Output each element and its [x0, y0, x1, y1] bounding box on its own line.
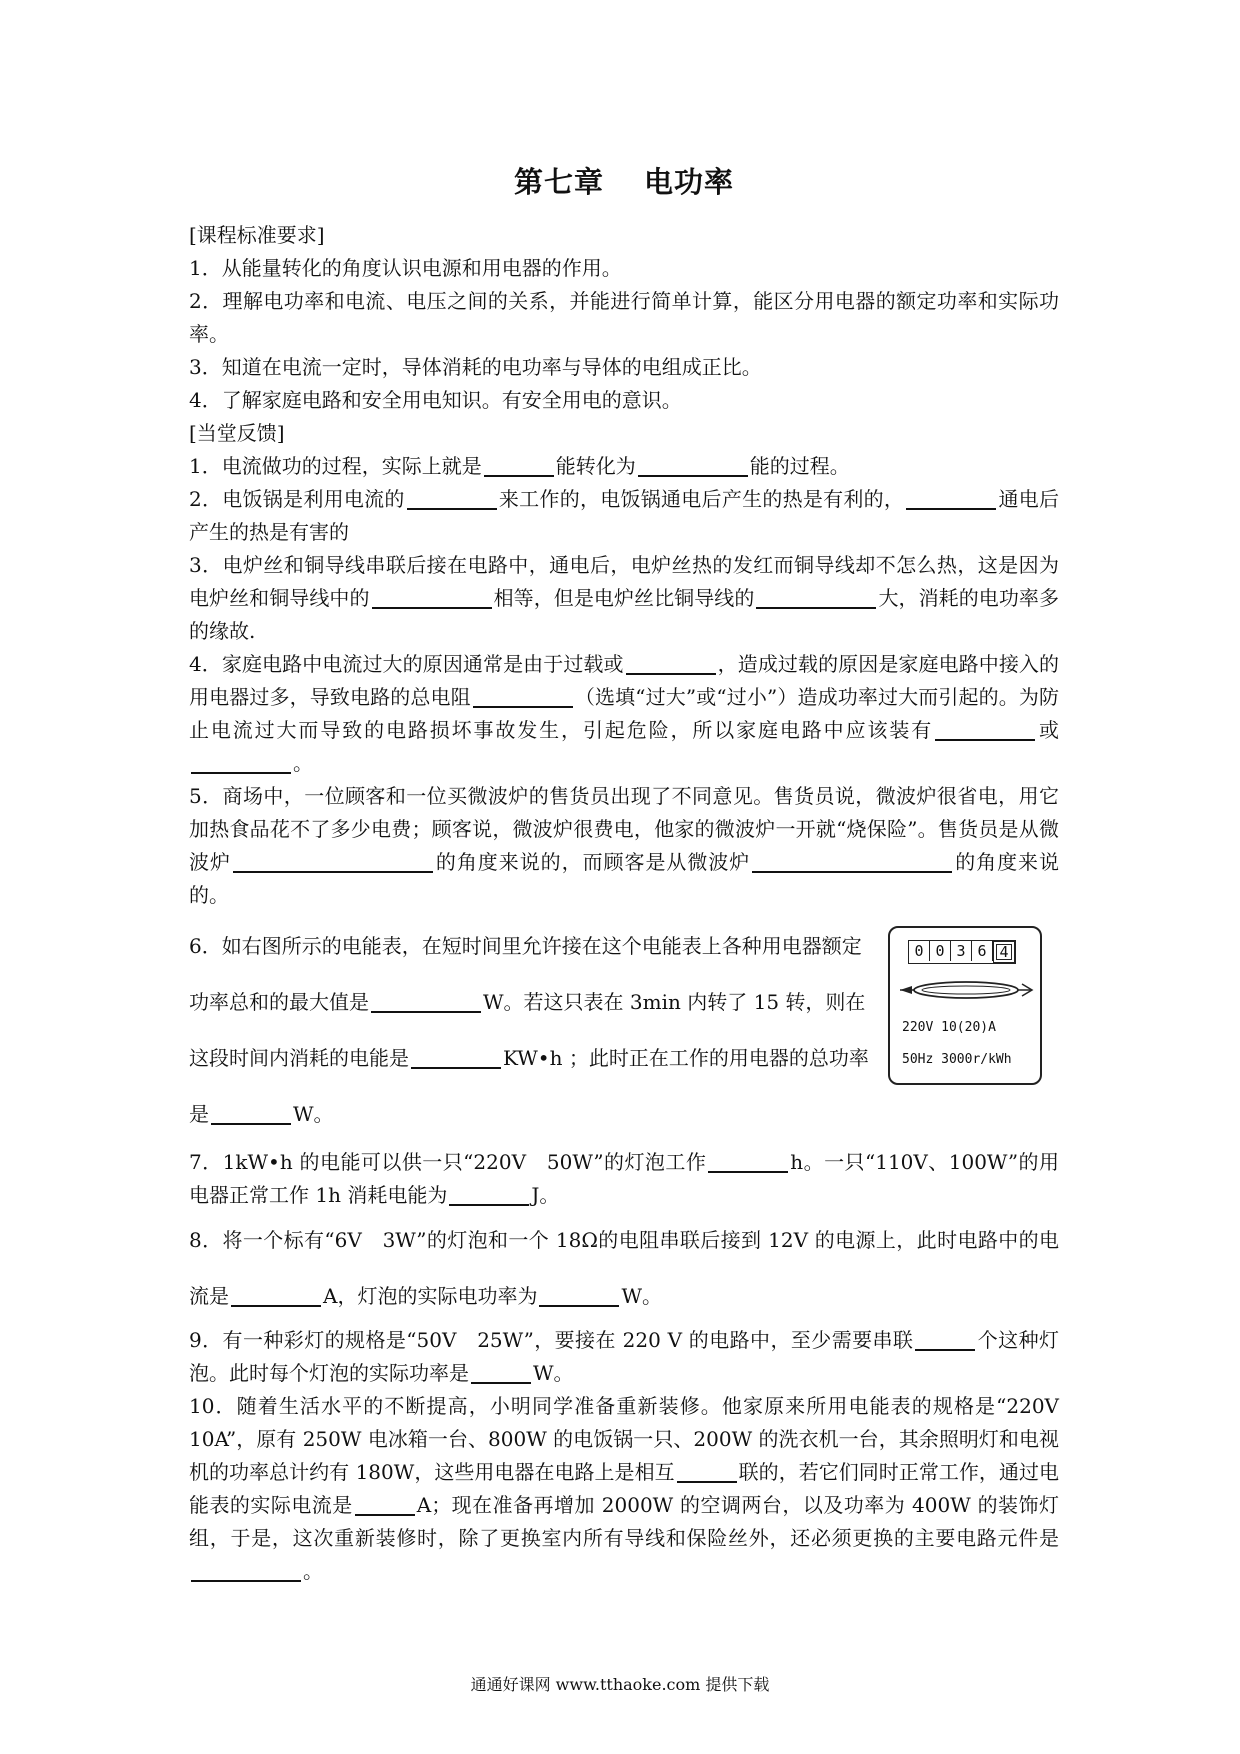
answer-blank[interactable] [915, 1327, 975, 1351]
meter-digit: 6 [972, 941, 993, 961]
answer-blank[interactable] [752, 849, 952, 873]
answer-blank[interactable] [407, 486, 497, 510]
electric-meter-figure [888, 926, 1042, 1085]
meter-digit-decimal: 4 [993, 941, 1015, 963]
meter-spec-1: 220V 10(20)A [902, 1020, 996, 1035]
answer-blank[interactable] [191, 1558, 301, 1582]
standard-item-2: 2．理解电功率和电流、电压之间的关系，并能进行简单计算，能区分用电器的额定功率和实际功率。 [189, 289, 1059, 346]
question-4: 4．家庭电路中电流过大的原因通常是由于过载或 ，造成过载的原因是家庭电路中接入的用电器过多，导致电路的总电阻 （选填“过大”或“过小”）造成功率过大而引起的。为防止电流过大而导致的电路损坏事故发生，引起危险，所以家庭电路中应该装有 或。 [189, 652, 1060, 775]
question-2: 2．电饭锅是利用电流的 来工作的，电饭锅通电后产生的热是有利的， 通电后产生的热是有害的 [189, 487, 1059, 544]
answer-blank[interactable] [473, 684, 573, 708]
chapter-title: 第七章 电功率 [513, 165, 735, 199]
question-6: 6．如右图所示的电能表，在短时间里允许接在这个电能表上各种用电器额定功率总和的最大值是 W。若这只表在 3min 内转了 15 转，则在这段时间内消耗的电能是 KW•h ；此时正在工作的用电器的总功率是 W。 0 0 3 6 4 220V 10(20)A 50Hz 3000r/kWh [189, 918, 1059, 1142]
answer-blank[interactable] [355, 1492, 415, 1516]
answer-blank[interactable] [449, 1182, 529, 1206]
question-10: 10．随着生活水平的不断提高，小明同学准备重新装修。他家原来所用电能表的规格是“220V 10A”，原有 250W 电冰箱一台、800W 的电饭锅一只、200W 的洗衣机一台，其余照明灯和电视机的功率总计约有 180W，这些用电器在电路上是相互 联的，若它们同时正常工作，通过电能表的实际电流是 A；现在准备再增加 2000W 的空调两台，以及功率为 400W 的装饰灯组，于是，这次重新装修时，除了更换室内所有导线和保险丝外，还必须更换的主要电路元件是。 [189, 1394, 1059, 1583]
meter-spec-2: 50Hz 3000r/kWh [902, 1052, 1012, 1067]
answer-blank[interactable] [638, 453, 748, 477]
answer-blank[interactable] [708, 1149, 788, 1173]
answer-blank[interactable] [756, 585, 876, 609]
answer-blank[interactable] [191, 750, 291, 774]
answer-blank[interactable] [626, 651, 716, 675]
standard-item-4: 4．了解家庭电路和安全用电知识。有安全用电的意识。 [189, 388, 682, 412]
question-7: 7．1kW•h 的电能可以供一只“220V 50W”的灯泡工作 h。一只“110V、100W”的用电器正常工作 1h 消耗电能为 J。 [189, 1150, 1059, 1207]
answer-blank[interactable] [411, 1045, 501, 1069]
question-1: 1．电流做功的过程，实际上就是 能转化为 能的过程。 [189, 454, 850, 478]
meter-disk-icon [896, 975, 1036, 1005]
answer-blank[interactable] [233, 849, 433, 873]
answer-blank[interactable] [471, 1360, 531, 1384]
document-page [189, 160, 1059, 1588]
section-heading-standards: [课程标准要求] [189, 223, 325, 247]
meter-digits [908, 940, 1016, 964]
section-heading-feedback: [当堂反馈] [189, 421, 285, 445]
question-9: 9．有一种彩灯的规格是“50V 25W”，要接在 220 V 的电路中，至少需要串联 个这种灯泡。此时每个灯泡的实际功率是 W。 [189, 1328, 1059, 1385]
footer-note: 通通好课网 www.tthaoke.com 提供下载 [470, 1675, 770, 1694]
answer-blank[interactable] [211, 1101, 291, 1125]
question-3: 3．电炉丝和铜导线串联后接在电路中，通电后，电炉丝热的发红而铜导线却不怎么热，这是因为电炉丝和铜导线中的 相等，但是电炉丝比铜导线的 大，消耗的电功率多的缘故. [189, 553, 1059, 643]
question-8: 8．将一个标有“6V 3W”的灯泡和一个 18Ω的电阻串联后接到 12V 的电源上，此时电路中的电流是 A，灯泡的实际电功率为 W。 [189, 1228, 1059, 1308]
meter-digit: 3 [951, 941, 972, 961]
answer-blank[interactable] [906, 486, 996, 510]
answer-blank[interactable] [371, 989, 481, 1013]
question-5: 5．商场中，一位顾客和一位买微波炉的售货员出现了不同意见。售货员说，微波炉很省电，用它加热食品花不了多少电费；顾客说，微波炉很费电，他家的微波炉一开就“烧保险”。售货员是从微波炉 的角度来说的，而顾客是从微波炉 的角度来说的。 [189, 784, 1060, 907]
standard-item-3: 3．知道在电流一定时，导体消耗的电功率与导体的电组成正比。 [189, 355, 762, 379]
meter-digit: 0 [909, 941, 930, 961]
answer-blank[interactable] [539, 1283, 619, 1307]
standard-item-1: 1．从能量转化的角度认识电源和用电器的作用。 [189, 256, 622, 280]
answer-blank[interactable] [231, 1283, 321, 1307]
answer-blank[interactable] [372, 585, 492, 609]
answer-blank[interactable] [935, 717, 1035, 741]
answer-blank[interactable] [677, 1459, 737, 1483]
meter-digit: 0 [930, 941, 951, 961]
answer-blank[interactable] [484, 453, 554, 477]
